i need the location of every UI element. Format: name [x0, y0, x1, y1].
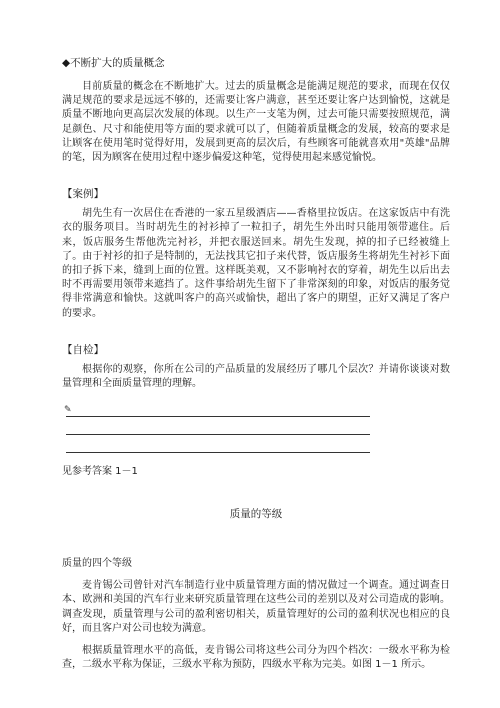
- selfcheck-label: 【自检】: [62, 343, 104, 356]
- mckinsey-paragraph: 麦肯锡公司曾针对汽车制造行业中质量管理方面的情况做过一个调查。通过调查日本、欧洲和美国的汽车行业来研究质量管理在这些公司的差别以及对公司造成的影响。调查发现，质量管理与公司的盈利密切相关，质量管理好的公司的盈利状况也相应的良好，而且客户对公司也较为满意。: [62, 580, 450, 634]
- subheading: 质量的四个等级: [62, 558, 132, 570]
- answer-line: [66, 399, 370, 417]
- answer-lines: [62, 399, 370, 453]
- section-title: 质量的等级: [229, 508, 283, 521]
- intro-paragraph: 目前质量的概念在不断地扩大。过去的质量概念是能满足规范的要求，而现在仅仅满足规范的要求是远远不够的，还需要让客户满意，甚至还要让客户达到愉悦，这就是质量不断地向更高层次发展的体现。以生产一支笔为例，过去可能只需要按照规范，满足颜色、尺寸和能使用等方面的要求就可以了，但随着质量概念的发展，较高的要求是让顾客在使用笔时觉得好用，发展到更高的层次后，有些顾客可能就喜欢用"英雄"品牌的笔，因为顾客在使用过程中逐步偏爱这种笔，觉得使用起来感觉愉悦。: [62, 81, 450, 164]
- answer-line: [66, 435, 370, 453]
- pencil-icon: ✎: [64, 405, 72, 416]
- section-heading: ◆不断扩大的质量概念: [62, 57, 165, 69]
- selfcheck-paragraph: 根据你的观察，你所在公司的产品质量的发展经历了哪几个层次？并请你谈谈对数量管理和全面质量管理的理解。: [62, 363, 450, 390]
- answer-line: [66, 417, 370, 435]
- reference-answer: 见参考答案 1－1: [62, 466, 138, 478]
- case-label: 【案例】: [62, 188, 104, 201]
- case-paragraph: 胡先生有一次居住在香港的一家五星级酒店——香格里拉饭店。在这家饭店中有洗衣的服务项目。当时胡先生的衬衫掉了一粒扣子，胡先生外出时只能用领带遮住。后来，饭店服务生帮他洗完衬衫，并把衣服送回来。胡先生发现，掉的扣子已经被缝上了。由于衬衫的扣子是特制的，无法找其它扣子来代替，饭店服务生将胡先生衬衫下面的扣子拆下来，缝到上面的位置。这样既美观，又不影响衬衣的穿着，胡先生以后出去时不再需要用领带来遮挡了。这件事给胡先生留下了非常深刻的印象，对饭店的服务觉得非常满意和愉快。这就叫客户的高兴或愉快，超出了客户的期望，正好又满足了客户的要求。: [62, 208, 450, 319]
- document-content: [62, 56, 450, 672]
- levels-paragraph: 根据质量管理水平的高低，麦肯锡公司将这些公司分为四个档次：一级水平称为检查，二级水平称为保证，三级水平称为预防，四级水平称为完美。如图 1－1 所示。: [62, 645, 450, 671]
